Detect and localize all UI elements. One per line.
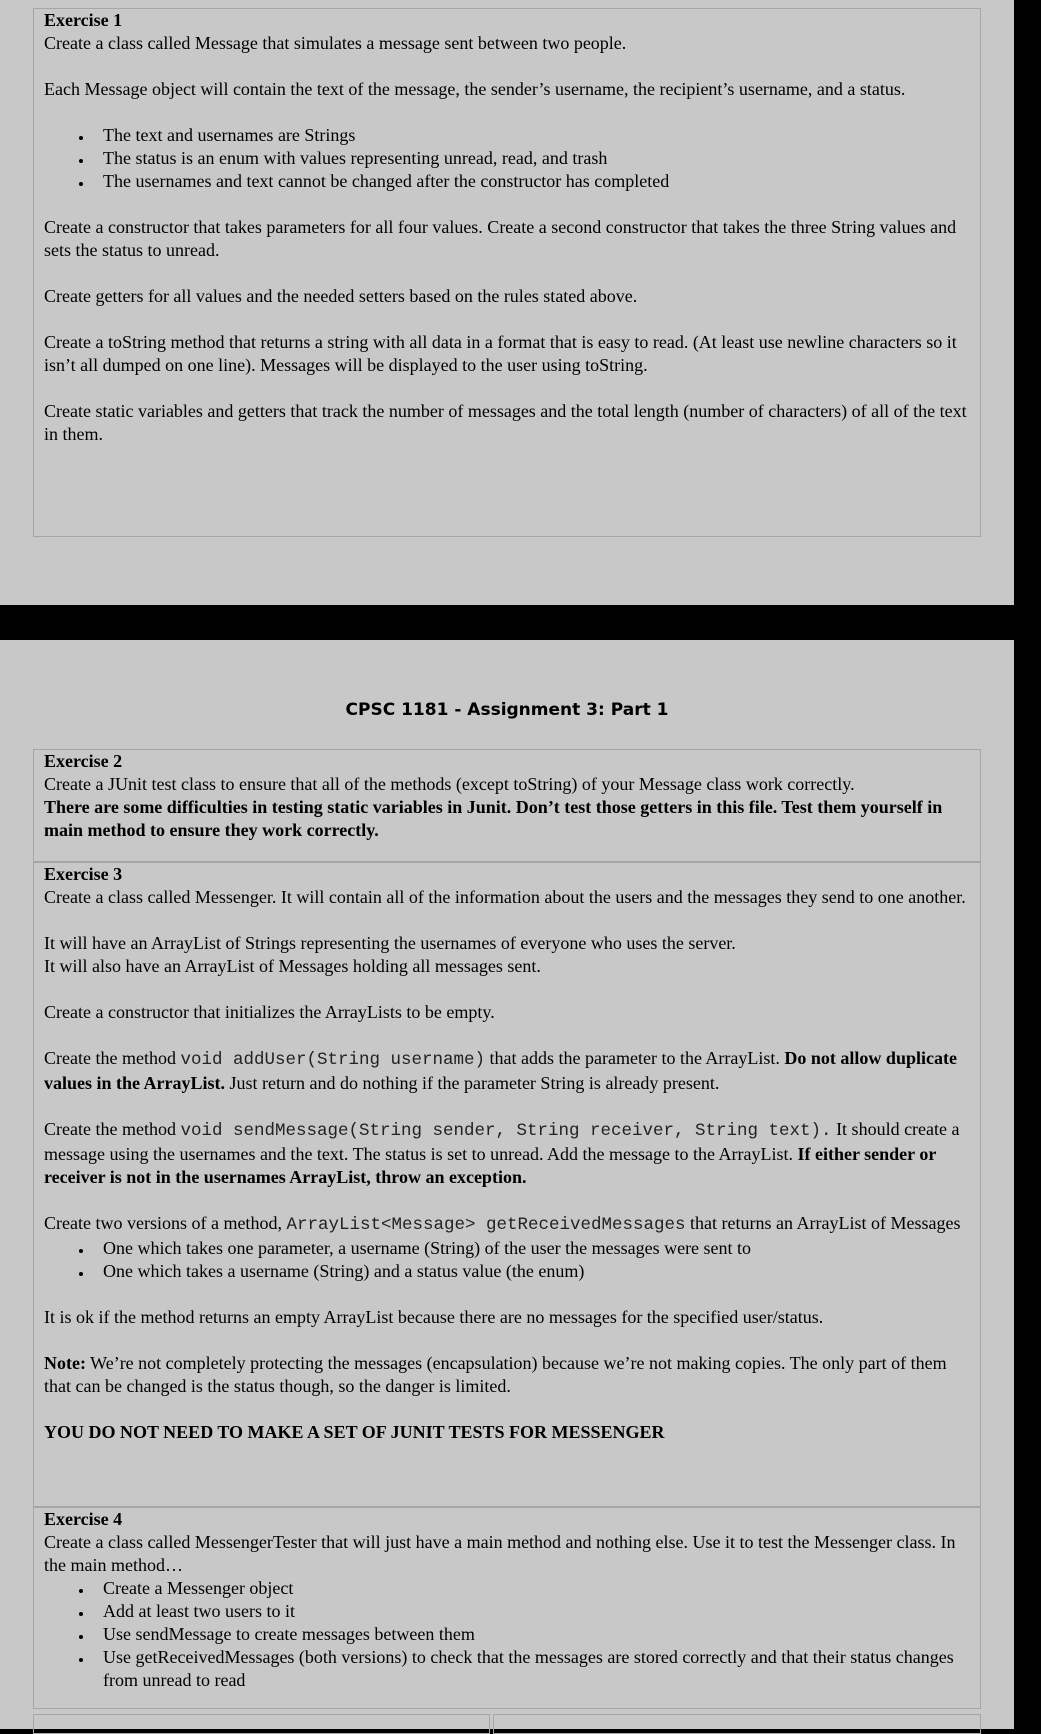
- exercise-1-box: [33, 8, 981, 537]
- exercise-1-paragraph: Each Message object will contain the text of the message, the sender’s username, the recipient’s username, and a status.: [44, 79, 906, 99]
- exercise-2-title: Exercise 2: [44, 751, 123, 771]
- exercise-4-box: [33, 1507, 981, 1709]
- exercise-3-adduser-paragraph: Create the method void addUser(String username) that adds the parameter to the ArrayList. Do not allow duplicate values in the ArrayList. Just return and do nothing if the parameter String is already present.: [44, 1048, 957, 1093]
- exercise-3-note: Note: We’re not completely protecting the messages (encapsulation) because we’re not making copies. The only part of them that can be changed is the status though, so the danger is limited.: [44, 1353, 947, 1396]
- list-item: • The usernames and text cannot be changed after the constructor has completed: [93, 170, 970, 193]
- list-item: • Create a Messenger object: [93, 1577, 970, 1600]
- exercise-1-paragraph: Create a constructor that takes parameters for all four values. Create a second constructor that takes the three String values and sets the status to unread.: [44, 217, 957, 260]
- exercise-1-intro: Create a class called Message that simulates a message sent between two people.: [44, 33, 627, 53]
- exercise-1-paragraph: Create a toString method that returns a string with all data in a format that is easy to read. (At least use newline characters so it isn’t all dumped on one line). Messages will be displayed to the user using toString.: [44, 332, 957, 375]
- list-item: • The status is an enum with values representing unread, read, and trash: [93, 147, 970, 170]
- document-page-1: [0, 0, 1014, 605]
- list-item: • Add at least two users to it: [93, 1600, 970, 1623]
- exercise-2-bold-text: There are some difficulties in testing static variables in Junit. Don’t test those getters in this file. Test them yourself in main method to ensure they work correctly.: [44, 797, 943, 840]
- list-item: • Use sendMessage to create messages between them: [93, 1623, 970, 1646]
- exercise-4-bullet-list: [44, 1577, 970, 1692]
- table-cell: [33, 1714, 490, 1734]
- code-snippet: ArrayList<Message> getReceivedMessages: [286, 1215, 686, 1235]
- exercise-2-text: Create a JUnit test class to ensure that all of the methods (except toString) of your Message class work correctly.: [44, 774, 855, 794]
- exercise-1-paragraph: Create getters for all values and the needed setters based on the rules stated above.: [44, 286, 638, 306]
- exercise-3-box: [33, 862, 981, 1507]
- exercise-3-paragraph: Create a constructor that initializes the ArrayLists to be empty.: [44, 1002, 495, 1022]
- list-item: • One which takes a username (String) and a status value (the enum): [93, 1260, 970, 1283]
- exercise-3-versions-paragraph: Create two versions of a method, ArrayList<Message> getReceivedMessages that returns an ArrayList of Messages: [44, 1213, 961, 1235]
- list-item: • One which takes one parameter, a username (String) of the user the messages were sent to: [93, 1237, 970, 1260]
- table-bottom-cells: [33, 1714, 981, 1734]
- exercise-3-sendmessage-paragraph: Create the method void sendMessage(String sender, String receiver, String text). It should create a message using the usernames and the text. The status is set to unread. Add the message to the ArrayList. If either sender or receiver is not in the usernames ArrayList, throw an exception.: [44, 1119, 960, 1187]
- exercise-4-title: Exercise 4: [44, 1509, 123, 1529]
- exercise-2-box: [33, 749, 981, 862]
- exercise-1-title: Exercise 1: [44, 10, 123, 30]
- exercise-3-intro: Create a class called Messenger. It will contain all of the information about the users and the messages they send to one another.: [44, 887, 966, 907]
- exercise-4-intro: Create a class called MessengerTester that will just have a main method and nothing else. Use it to test the Messenger class. In the main method…: [44, 1532, 956, 1575]
- exercise-3-paragraph: It will have an ArrayList of Strings representing the usernames of everyone who uses the server.: [44, 933, 736, 953]
- list-item: • The text and usernames are Strings: [93, 124, 970, 147]
- list-item: • Use getReceivedMessages (both versions) to check that the messages are stored correctly and that their status changes from unread to read: [93, 1646, 970, 1692]
- exercise-3-final-note: YOU DO NOT NEED TO MAKE A SET OF JUNIT TESTS FOR MESSENGER: [44, 1422, 665, 1442]
- exercise-1-bullet-list: [44, 124, 970, 193]
- exercise-1-paragraph: Create static variables and getters that track the number of messages and the total length (number of characters) of all of the text in them.: [44, 401, 967, 444]
- code-snippet: void addUser(String username): [180, 1050, 486, 1070]
- page-header: CPSC 1181 - Assignment 3: Part 1: [345, 700, 669, 720]
- exercise-3-paragraph: It is ok if the method returns an empty ArrayList because there are no messages for the specified user/status.: [44, 1307, 824, 1327]
- code-snippet: void sendMessage(String sender, String receiver, String text).: [180, 1121, 832, 1141]
- exercise-3-title: Exercise 3: [44, 864, 123, 884]
- exercise-3-bullet-list: [44, 1237, 970, 1283]
- document-page-2: [0, 640, 1014, 1729]
- exercise-3-paragraph: It will also have an ArrayList of Messages holding all messages sent.: [44, 956, 541, 976]
- table-cell: [493, 1714, 981, 1734]
